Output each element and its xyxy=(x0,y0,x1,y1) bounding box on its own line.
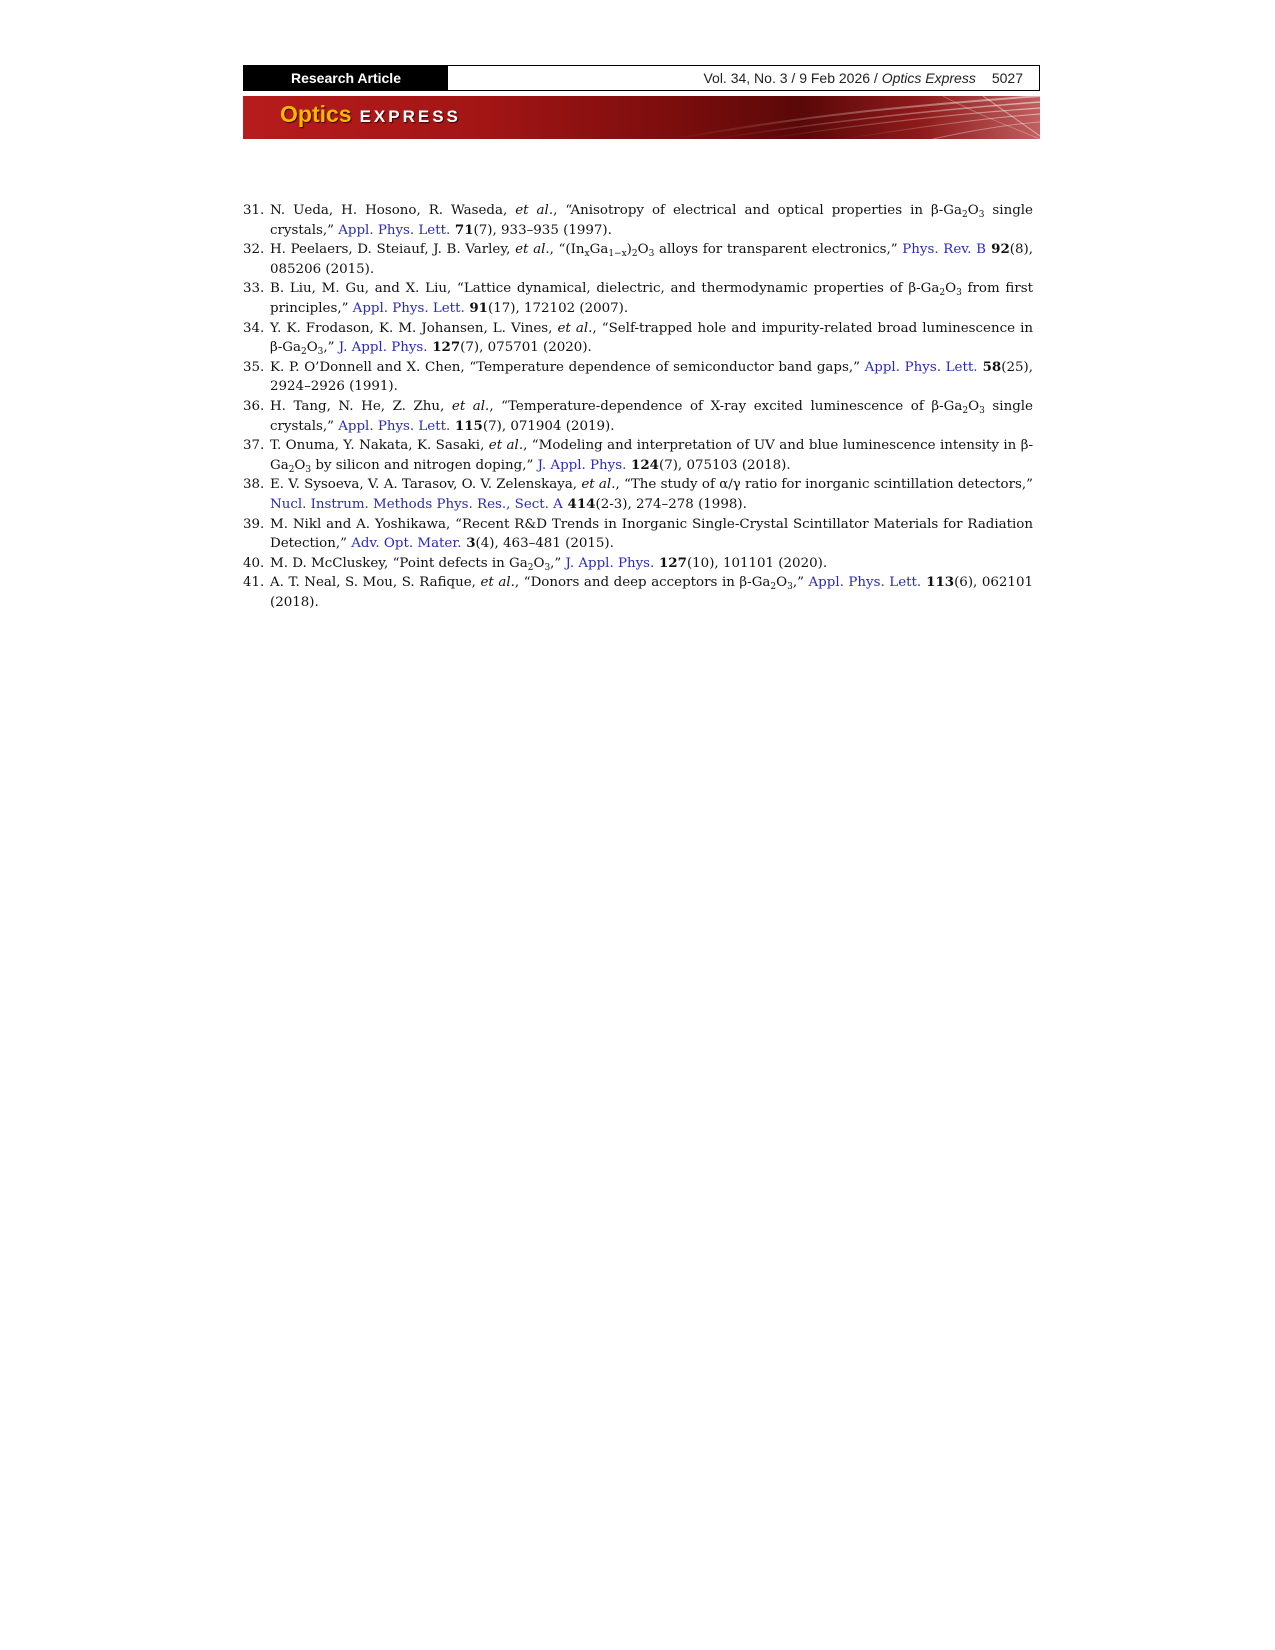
reference-details: (17), 172102 (2007). xyxy=(488,300,629,316)
volume: 3 xyxy=(461,535,476,552)
reference-authors: N. Ueda, H. Hosono, R. Waseda, xyxy=(270,203,516,218)
reference-item xyxy=(243,201,1033,240)
reference-details: (8), 085206 (2015). xyxy=(270,242,1033,277)
reference-number: 35. xyxy=(243,359,265,375)
reference-title: , “Modeling and interpretation of UV and blue luminescence intensity in β-Ga xyxy=(270,438,1033,473)
reference-title: , “Temperature-dependence of X-ray excited luminescence of β-Ga xyxy=(489,398,963,414)
et-al: et al. xyxy=(557,320,593,336)
reference-authors: Y. K. Frodason, K. M. Johansen, L. Vines, xyxy=(270,320,558,336)
journal-link[interactable]: J. Appl. Phys. xyxy=(565,555,655,571)
journal-link[interactable]: Appl. Phys. Lett. xyxy=(352,300,465,316)
reference-item xyxy=(243,240,1033,279)
reference-title: , “Anisotropy of electrical and optical properties in β-Ga xyxy=(553,203,962,218)
reference-text: M. Nikl and A. Yoshikawa, “Recent R&D Trends in Inorganic Single-Crystal Scintillator Materials for Radiation Detection,” xyxy=(270,516,1033,552)
reference-details: (10), 101101 (2020). xyxy=(686,555,828,571)
formula-part: Ga xyxy=(589,242,609,258)
page-number: 5027 xyxy=(991,70,1023,86)
journal-banner xyxy=(243,96,1040,139)
reference-title: ,” xyxy=(323,340,339,356)
journal-link[interactable]: Appl. Phys. Lett. xyxy=(864,359,978,375)
formula-part: O xyxy=(945,281,957,297)
reference-number: 40. xyxy=(243,555,265,571)
subscript: 2 xyxy=(300,347,307,358)
reference-details: (2-3), 274–278 (1998). xyxy=(595,496,747,512)
reference-number: 31. xyxy=(243,203,265,218)
et-al: et al. xyxy=(515,242,550,258)
subscript: 2 xyxy=(961,210,968,220)
subscript: 3 xyxy=(956,288,962,299)
volume: 91 xyxy=(464,299,488,316)
subscript: 3 xyxy=(544,562,551,573)
reference-title: from first principles,” xyxy=(270,281,1034,316)
reference-text: K. P. O’Donnell and X. Chen, “Temperature dependence of semiconductor band gaps,” xyxy=(270,359,865,375)
formula-part: O xyxy=(776,575,788,591)
reference-number: 38. xyxy=(243,477,265,493)
reference-authors: H. Tang, N. He, Z. Zhu, xyxy=(270,398,452,414)
subscript: 2 xyxy=(939,288,946,299)
subscript: 2 xyxy=(631,249,638,260)
subscript: 2 xyxy=(770,582,777,593)
subscript: 3 xyxy=(979,405,985,416)
reference-details: (25), 2924–2926 (1991). xyxy=(270,359,1033,395)
reference-title: ,” xyxy=(550,555,566,571)
reference-details: (6), 062101 (2018). xyxy=(270,575,1033,610)
et-al: et al. xyxy=(581,477,616,493)
reference-number: 34. xyxy=(243,320,265,336)
subscript: 2 xyxy=(527,562,534,573)
volume: 113 xyxy=(921,574,955,591)
reference-title: alloys for transparent electronics,” xyxy=(654,242,903,258)
reference-details: (7), 075103 (2018). xyxy=(658,457,791,473)
reference-authors: A. T. Neal, S. Mou, S. Rafique, xyxy=(270,575,481,591)
reference-title: , “Self-trapped hole and impurity-related broad luminescence in β-Ga xyxy=(270,320,1033,356)
formula-part: O xyxy=(294,457,306,473)
journal-link[interactable]: Appl. Phys. Lett. xyxy=(808,575,922,591)
formula-part: O xyxy=(533,555,545,571)
reference-number: 39. xyxy=(243,516,265,532)
et-al: et al. xyxy=(515,203,554,218)
journal-link[interactable]: Appl. Phys. Lett. xyxy=(338,418,451,434)
subscript: 3 xyxy=(648,249,655,260)
volume: 124 xyxy=(626,456,659,473)
subscript: 3 xyxy=(787,582,793,593)
et-al: et al. xyxy=(480,575,515,591)
reference-item xyxy=(243,554,1033,574)
reference-list xyxy=(243,201,1033,612)
reference-title: , “Donors and deep acceptors in β-Ga xyxy=(514,575,771,591)
formula-part: O xyxy=(967,203,979,218)
issue-citation: Vol. 34, No. 3 / 9 Feb 2026 / xyxy=(703,70,878,86)
volume: 127 xyxy=(654,554,687,571)
subscript: 2 xyxy=(962,405,969,416)
reference-number: 36. xyxy=(243,398,265,414)
reference-title: single crystals,” xyxy=(270,203,1033,238)
reference-title: ,” xyxy=(792,575,809,591)
reference-number: 37. xyxy=(243,438,265,454)
volume: 71 xyxy=(450,221,474,238)
reference-text: B. Liu, M. Gu, and X. Liu, “Lattice dynamical, dielectric, and thermodynamic properties of β-Ga xyxy=(270,281,940,297)
volume: 414 xyxy=(562,495,596,512)
journal-link[interactable]: J. Appl. Phys. xyxy=(338,340,428,356)
reference-details: (4), 463–481 (2015). xyxy=(475,536,614,552)
volume: 92 xyxy=(986,241,1010,258)
journal-logo xyxy=(280,101,461,128)
reference-item xyxy=(243,397,1033,436)
logo-word-optics: Optics xyxy=(280,101,352,127)
journal-link[interactable]: Phys. Rev. B xyxy=(902,242,987,258)
reference-details: (7), 075701 (2020). xyxy=(460,340,592,356)
reference-item xyxy=(243,475,1033,514)
volume: 115 xyxy=(450,417,483,434)
journal-link[interactable]: Adv. Opt. Mater. xyxy=(351,536,462,552)
running-header xyxy=(243,65,1040,91)
reference-title: , “(In xyxy=(549,242,585,258)
reference-details: (7), 933–935 (1997). xyxy=(473,222,612,238)
formula-part: O xyxy=(968,398,980,414)
subscript: 3 xyxy=(978,210,985,220)
issue-info xyxy=(448,66,1039,90)
reference-text: M. D. McCluskey, “Point defects in Ga xyxy=(270,555,528,571)
reference-authors: E. V. Sysoeva, V. A. Tarasov, O. V. Zelenskaya, xyxy=(270,477,582,493)
reference-number: 32. xyxy=(243,242,265,258)
et-al: et al. xyxy=(488,438,524,454)
reference-item xyxy=(243,515,1033,554)
reference-details: (7), 071904 (2019). xyxy=(482,418,615,434)
reference-title: single crystals,” xyxy=(270,398,1033,434)
logo-word-express: EXPRESS xyxy=(359,107,461,126)
article-type-label: Research Article xyxy=(244,66,448,90)
reference-number: 41. xyxy=(243,575,265,591)
reference-authors: T. Onuma, Y. Nakata, K. Sasaki, xyxy=(270,438,489,454)
journal-link[interactable]: Appl. Phys. Lett. xyxy=(338,222,451,238)
reference-title: , “The study of α/γ ratio for inorganic scintillation detectors,” xyxy=(615,477,1033,493)
journal-link[interactable]: J. Appl. Phys. xyxy=(537,457,627,473)
journal-name: Optics Express xyxy=(881,70,976,86)
formula-part: O xyxy=(306,340,318,356)
reference-item xyxy=(243,436,1033,475)
journal-link[interactable]: Nucl. Instrum. Methods Phys. Res., Sect. A xyxy=(270,496,563,512)
reference-item xyxy=(243,573,1033,612)
subscript: 1−x xyxy=(608,249,627,260)
reference-number: 33. xyxy=(243,281,265,297)
volume: 58 xyxy=(977,358,1002,375)
formula-part: O xyxy=(637,242,649,258)
reference-title: by silicon and nitrogen doping,” xyxy=(311,457,538,473)
reference-item xyxy=(243,358,1033,397)
subscript: 3 xyxy=(305,464,312,475)
reference-authors: H. Peelaers, D. Steiauf, J. B. Varley, xyxy=(270,242,516,258)
et-al: et al. xyxy=(451,398,490,414)
reference-item xyxy=(243,279,1033,318)
subscript: x xyxy=(584,249,590,260)
subscript: 3 xyxy=(317,347,324,358)
reference-item xyxy=(243,319,1033,358)
volume: 127 xyxy=(427,339,461,356)
subscript: 2 xyxy=(288,464,295,475)
formula-part: ) xyxy=(626,242,632,258)
